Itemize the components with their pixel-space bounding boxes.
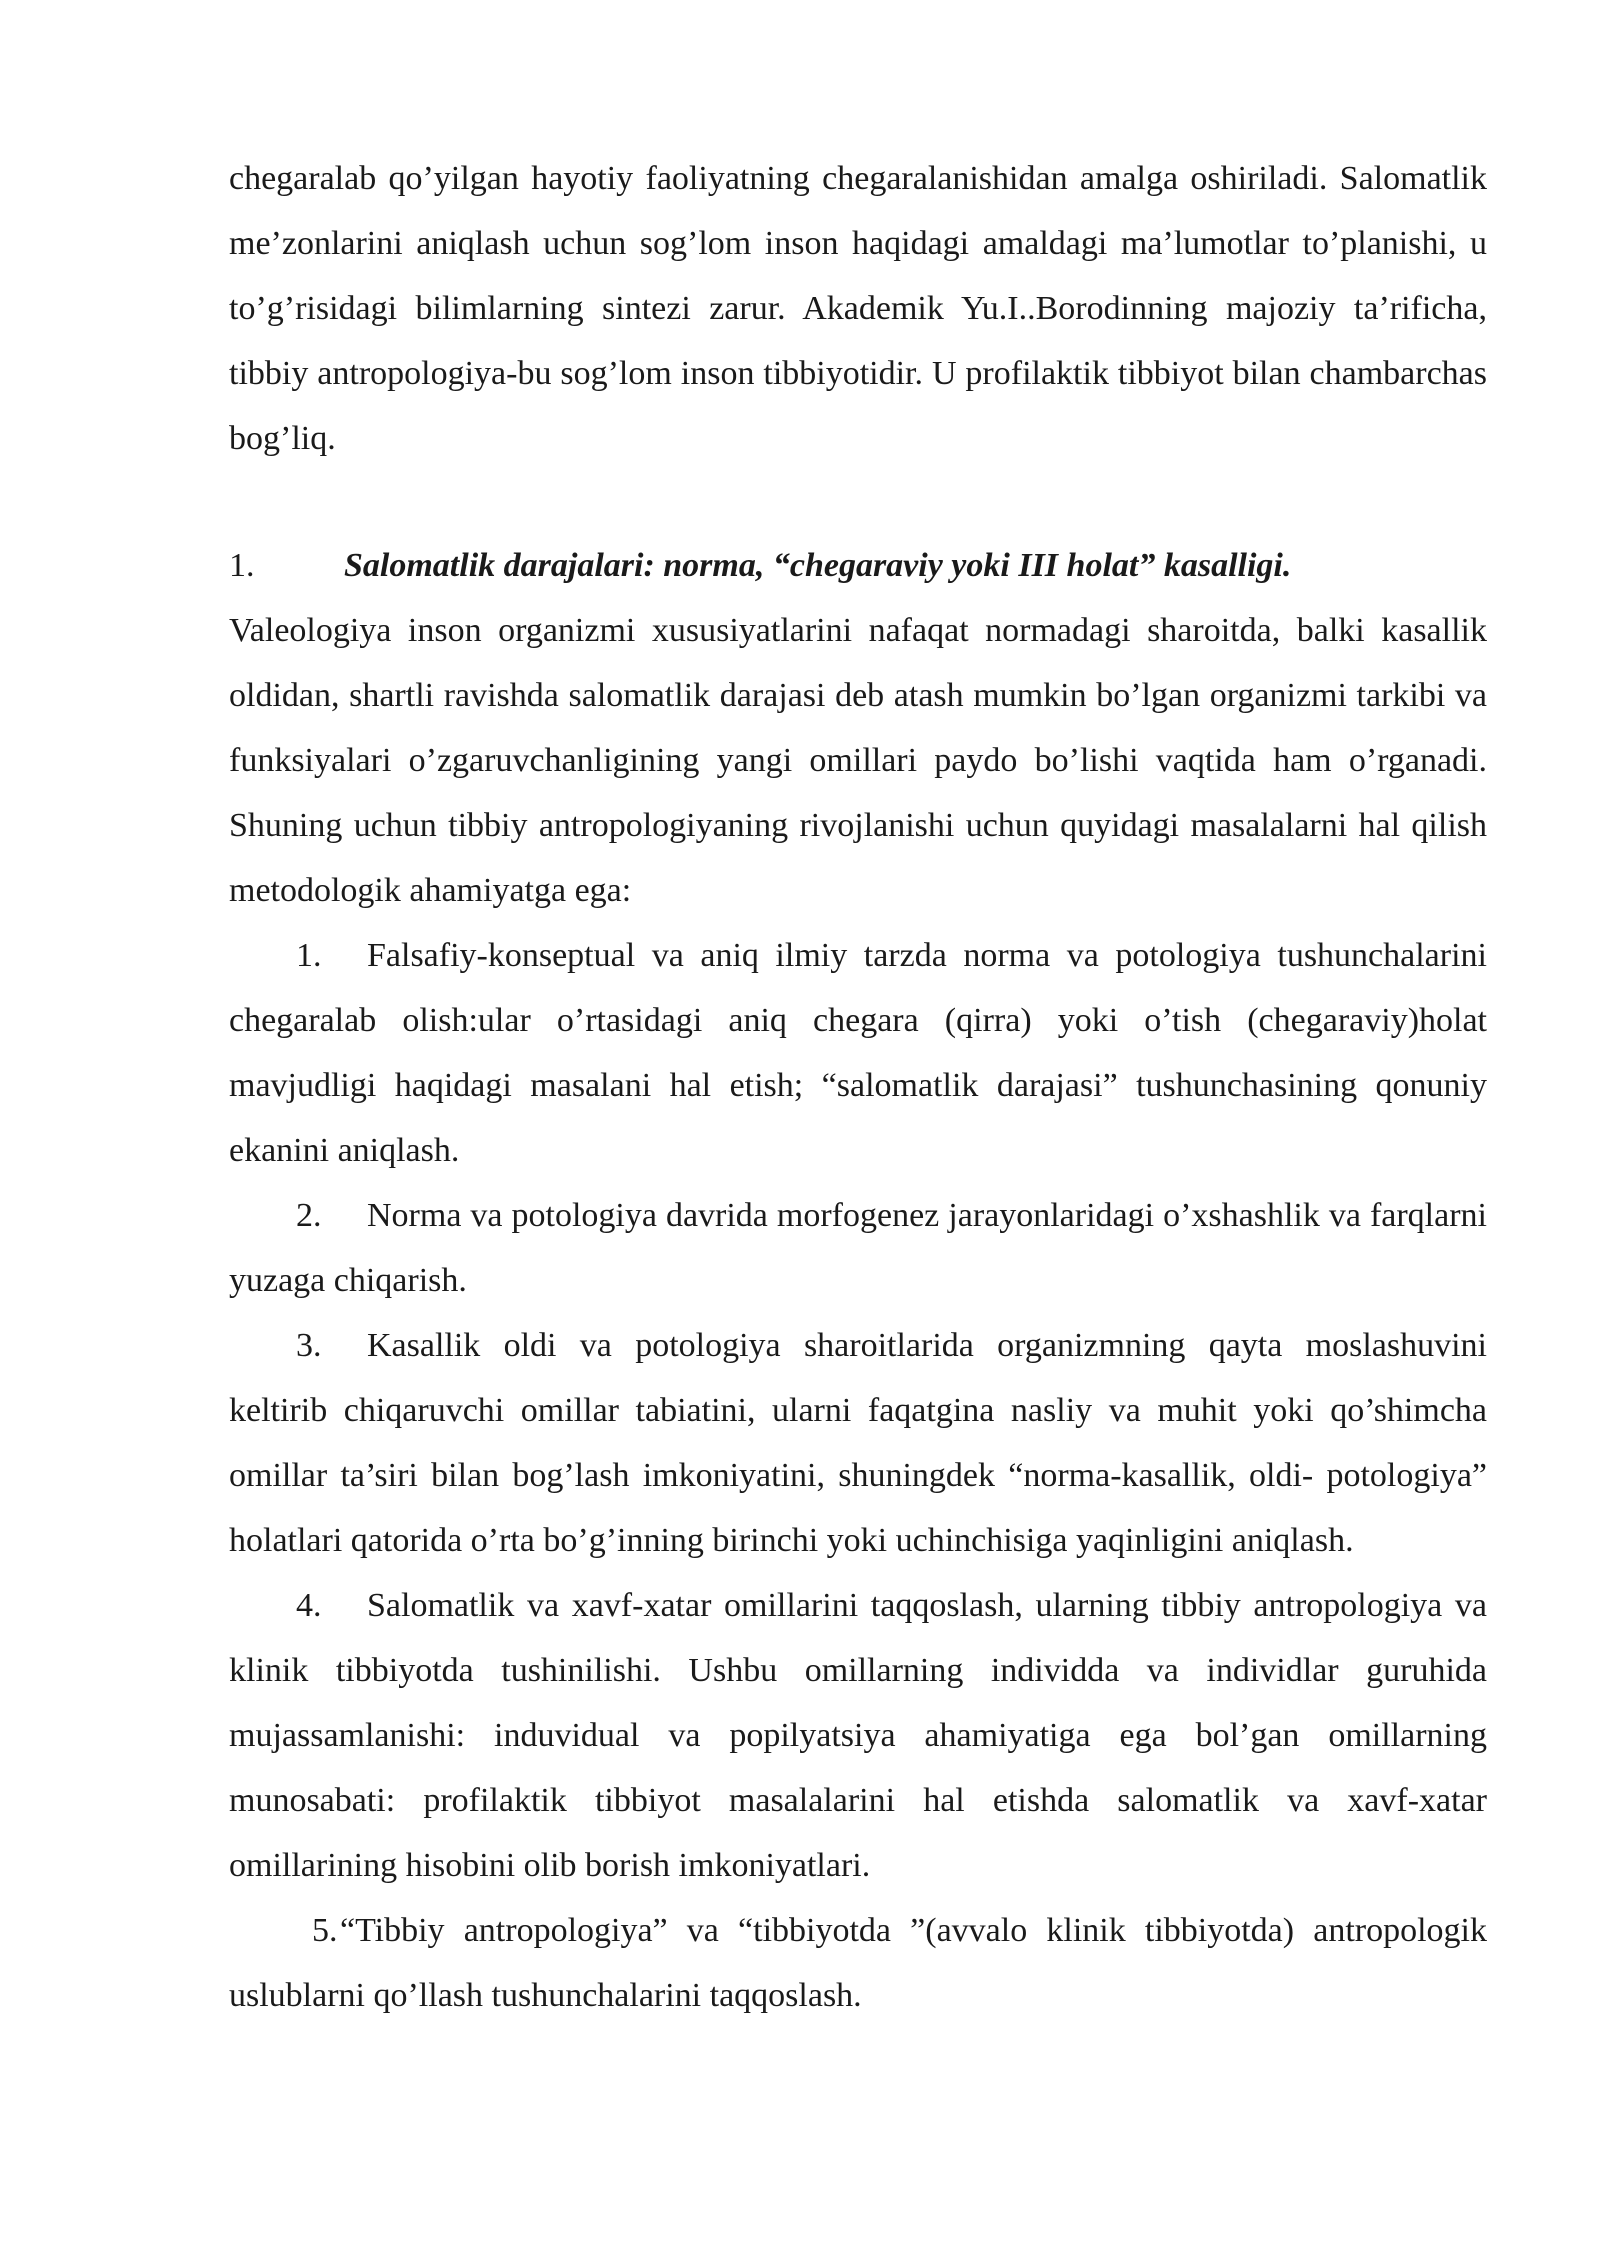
section-title: Salomatlik darajalari: norma, “chegaraviy yoki III holat” kasalligi. xyxy=(344,547,1292,584)
paragraph-spacer xyxy=(229,471,1487,533)
list-item-number: 1. xyxy=(296,937,322,974)
section-body: Valeologiya inson organizmi xususiyatlarini nafaqat normadagi sharoitda, balki kasallik oldidan, shartli ravishda salomatlik darajasi deb atash mumkin bo’lgan organizmi tarkibi va funksiyalari o’zgaruvchanligining yangi omillari paydo bo’lishi vaqtida ham o’rganadi. Shuning uchun tibbiy antropologiyaning rivojlanishi uchun quyidagi masalalarni hal qilish metodologik ahamiyatga ega: xyxy=(229,612,1487,909)
section-number: 1. xyxy=(229,547,255,584)
list-item xyxy=(229,1898,1487,2028)
list-item-text: Kasallik oldi va potologiya sharoitlarida organizmning qayta moslashuvini keltirib chiqaruvchi omillar tabiatini, ularni faqatgina nasliy va muhit yoki qo’shimcha omillar ta’siri bilan bog’lash imkoniyatini, shuningdek “norma-kasallik, oldi- potologiya” holatlari qatorida o’rta bo’g’inning birinchi yoki uchinchisiga yaqinligini aniqlash. xyxy=(229,1327,1487,1559)
list-item-text: Norma va potologiya davrida morfogenez jarayonlaridagi o’xshashlik va farqlarni yuzaga chiqarish. xyxy=(229,1197,1487,1299)
list-item-text: Falsafiy-konseptual va aniq ilmiy tarzda norma va potologiya tushunchalarini chegaralab olish:ular o’rtasidagi aniq chegara (qirra) yoki o’tish (chegaraviy)holat mavjudligi haqidagi masalani hal etish; “salomatlik darajasi” tushunchasining qonuniy ekanini aniqlash. xyxy=(229,937,1487,1169)
list-item-number: 2. xyxy=(296,1197,322,1234)
list-item xyxy=(229,1313,1487,1573)
list-item xyxy=(229,1573,1487,1898)
list-item-number: 4. xyxy=(296,1587,322,1624)
section-heading xyxy=(229,533,1487,598)
list-item xyxy=(229,923,1487,1183)
list-item xyxy=(229,1183,1487,1313)
intro-paragraph: chegaralab qo’yilgan hayotiy faoliyatning chegaralanishidan amalga oshiriladi. Salomatlik me’zonlarini aniqlash uchun sog’lom inson haqidagi amaldagi ma’lumotlar to’planishi, u to’g’risidagi bilimlarning sintezi zarur. Akademik Yu.I..Borodinning majoziy ta’rificha, tibbiy antropologiya-bu sog’lom inson tibbiyotidir. U profilaktik tibbiyot bilan chambarchas bog’liq. xyxy=(229,160,1487,457)
list-item-number: 5. xyxy=(312,1912,338,1949)
list-item-text: “Tibbiy antropologiya” va “tibbiyotda ”(avvalo klinik tibbiyotda) antropologik uslublarni qo’llash tushunchalarini taqqoslash. xyxy=(229,1912,1487,2014)
document-page xyxy=(229,146,1487,2028)
list-item-number: 3. xyxy=(296,1327,322,1364)
list-item-text: Salomatlik va xavf-xatar omillarini taqqoslash, ularning tibbiy antropologiya va klinik tibbiyotda tushinilishi. Ushbu omillarning individda va individlar guruhida mujassamlanishi: induvidual va popilyatsiya ahamiyatiga ega bol’gan omillarning munosabati: profilaktik tibbiyot masalalarini hal etishda salomatlik va xavf-xatar omillarining hisobini olib borish imkoniyatlari. xyxy=(229,1587,1487,1884)
